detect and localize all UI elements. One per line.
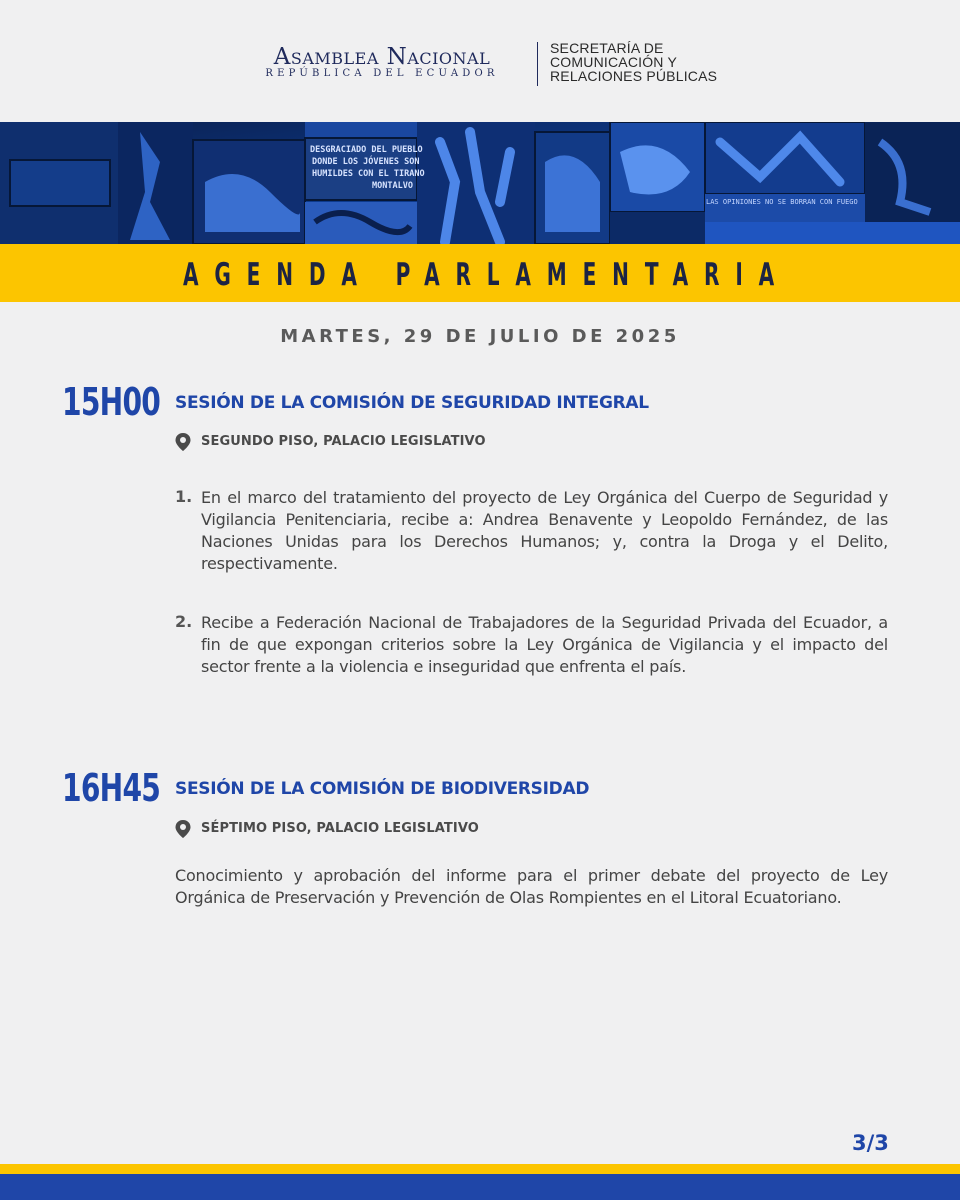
list-item-number: 1. bbox=[175, 487, 193, 506]
logo-sub-text: REPÚBLICA DEL ECUADOR bbox=[265, 68, 499, 79]
agenda-date: MARTES, 29 DE JULIO DE 2025 bbox=[280, 326, 680, 347]
map-pin-icon bbox=[175, 820, 191, 838]
session-title: SESIÓN DE LA COMISIÓN DE SEGURIDAD INTEGRAL bbox=[175, 393, 649, 413]
session-description: Conocimiento y aprobación del informe para el primer debate del proyecto de Ley Orgánica de Preservación y Prevención de Olas Rompientes en el Litoral Ecuatoriano. bbox=[175, 866, 888, 907]
mural-inscription: HUMILDES CON EL TIRANO bbox=[312, 169, 425, 179]
secretaria-line: SECRETARÍA DE bbox=[550, 40, 664, 56]
list-item-number: 2. bbox=[175, 612, 193, 631]
mural-banner-image bbox=[0, 122, 960, 244]
agenda-title-bar bbox=[0, 244, 960, 302]
footer-blue-stripe bbox=[0, 1174, 960, 1200]
list-item-text: Recibe a Federación Nacional de Trabajadores de la Seguridad Privada del Ecuador, a fin de que expongan criterios sobre la Ley Orgánica de Vigilancia y el impacto del sector frente a la violencia e inseguridad que enfrenta el país. bbox=[201, 613, 888, 676]
logo-main-text: Asamblea Nacional bbox=[273, 44, 491, 70]
mural-inscription: DONDE LOS JÓVENES SON bbox=[312, 157, 420, 167]
secretaria-line: RELACIONES PÚBLICAS bbox=[550, 68, 718, 84]
page-indicator: 3/3 bbox=[852, 1131, 889, 1155]
secretaria-block bbox=[550, 41, 717, 83]
header bbox=[0, 0, 960, 122]
location-text: SÉPTIMO PISO, PALACIO LEGISLATIVO bbox=[201, 821, 479, 836]
location-text: SEGUNDO PISO, PALACIO LEGISLATIVO bbox=[201, 434, 486, 449]
mural-inscription: MONTALVO bbox=[372, 181, 413, 191]
session-time: 15H00 bbox=[62, 380, 161, 424]
mural-inscription: LAS OPINIONES NO SE BORRAN CON FUEGO bbox=[706, 198, 858, 206]
session-title: SESIÓN DE LA COMISIÓN DE BIODIVERSIDAD bbox=[175, 779, 590, 799]
list-item bbox=[175, 612, 888, 678]
list-item bbox=[175, 487, 888, 575]
mural-inscription: DESGRACIADO DEL PUEBLO bbox=[310, 145, 423, 155]
footer-yellow-stripe bbox=[0, 1164, 960, 1174]
map-pin-icon bbox=[175, 433, 191, 451]
mural-illustration bbox=[0, 122, 960, 244]
logo-divider bbox=[537, 42, 538, 86]
list-item-text: En el marco del tratamiento del proyecto de Ley Orgánica del Cuerpo de Seguridad y Vigilancia Penitenciaria, recibe a: Andrea Benavente y Leopoldo Fernández, de las Naciones Unidas para los Derechos Humanos; y, contra la Droga y el Delito, respectivamente. bbox=[201, 488, 888, 573]
secretaria-line: COMUNICACIÓN Y bbox=[550, 54, 677, 70]
agenda-title: AGENDA PARLAMENTARIA bbox=[182, 257, 791, 293]
session-time: 16H45 bbox=[62, 766, 161, 810]
